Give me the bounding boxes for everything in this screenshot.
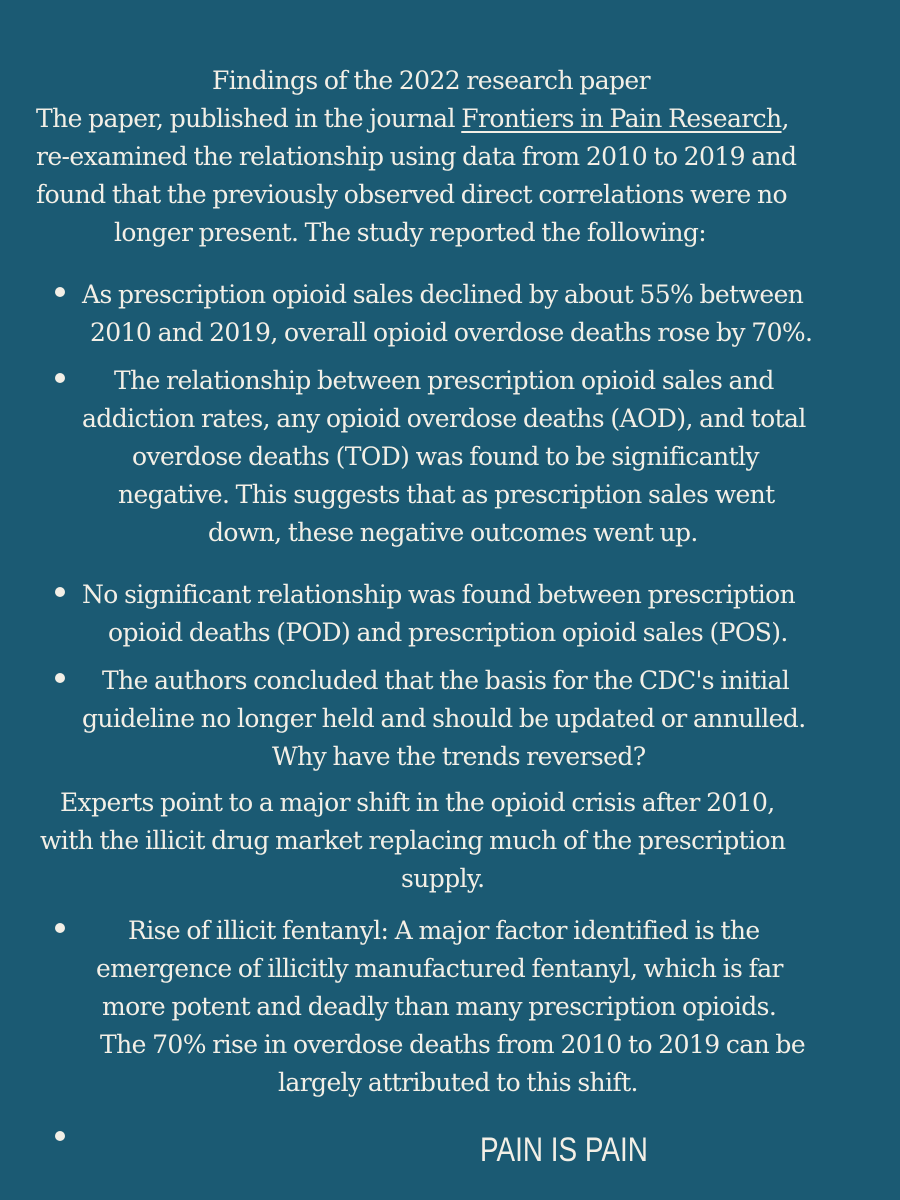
bullet-icon <box>55 1131 65 1141</box>
factor-1-line-3: more potent and deadly than many prescription opioids. <box>102 992 777 1021</box>
signature-text: PAIN IS PAIN <box>480 1131 648 1169</box>
bullet-icon <box>55 587 65 597</box>
intro-line-3: found that the previously observed direct correlations were no <box>36 180 788 209</box>
intro-line-4: longer present. The study reported the following: <box>114 218 707 247</box>
finding-2-line-1: The relationship between prescription opioid sales and <box>114 366 774 395</box>
bullet-icon <box>55 673 65 683</box>
intro-text: The paper, published in the journal <box>36 104 462 133</box>
bullet-icon <box>55 373 65 383</box>
intro-line-2: re-examined the relationship using data from 2010 to 2019 and <box>36 142 797 171</box>
journal-link[interactable]: Frontiers in Pain Research <box>461 104 782 133</box>
bullet-icon <box>55 287 65 297</box>
finding-2-line-2: addiction rates, any opioid overdose deaths (AOD), and total <box>82 404 806 433</box>
factor-1-line-5: largely attributed to this shift. <box>278 1068 638 1097</box>
factor-1-line-1: Rise of illicit fentanyl: A major factor identified is the <box>128 916 760 945</box>
bullet-icon <box>55 923 65 933</box>
finding-4-line-2: guideline no longer held and should be updated or annulled. <box>82 704 806 733</box>
section-2-intro-line-2: with the illicit drug market replacing much of the prescription <box>40 826 786 855</box>
document-heading: Findings of the 2022 research paper <box>212 66 650 95</box>
finding-1-line-2: 2010 and 2019, overall opioid overdose deaths rose by 70%. <box>90 318 813 347</box>
section-2-heading: Why have the trends reversed? <box>272 742 646 771</box>
intro-line-1 <box>36 100 900 138</box>
factor-1-line-4: The 70% rise in overdose deaths from 2010 to 2019 can be <box>100 1030 806 1059</box>
finding-1-line-1: As prescription opioid sales declined by about 55% between <box>82 280 804 309</box>
finding-2-line-3: overdose deaths (TOD) was found to be significantly <box>132 442 759 471</box>
intro-comma: , <box>781 104 789 133</box>
finding-3-line-1: No significant relationship was found between prescription <box>82 580 796 609</box>
finding-4-line-1: The authors concluded that the basis for the CDC's initial <box>102 666 790 695</box>
finding-2-line-5: down, these negative outcomes went up. <box>208 518 698 547</box>
section-2-intro-line-1: Experts point to a major shift in the opioid crisis after 2010, <box>60 788 775 817</box>
finding-3-line-2: opioid deaths (POD) and prescription opioid sales (POS). <box>108 618 788 647</box>
section-2-intro-line-3: supply. <box>401 864 485 893</box>
factor-1-line-2: emergence of illicitly manufactured fentanyl, which is far <box>96 954 783 983</box>
finding-2-line-4: negative. This suggests that as prescription sales went <box>118 480 775 509</box>
